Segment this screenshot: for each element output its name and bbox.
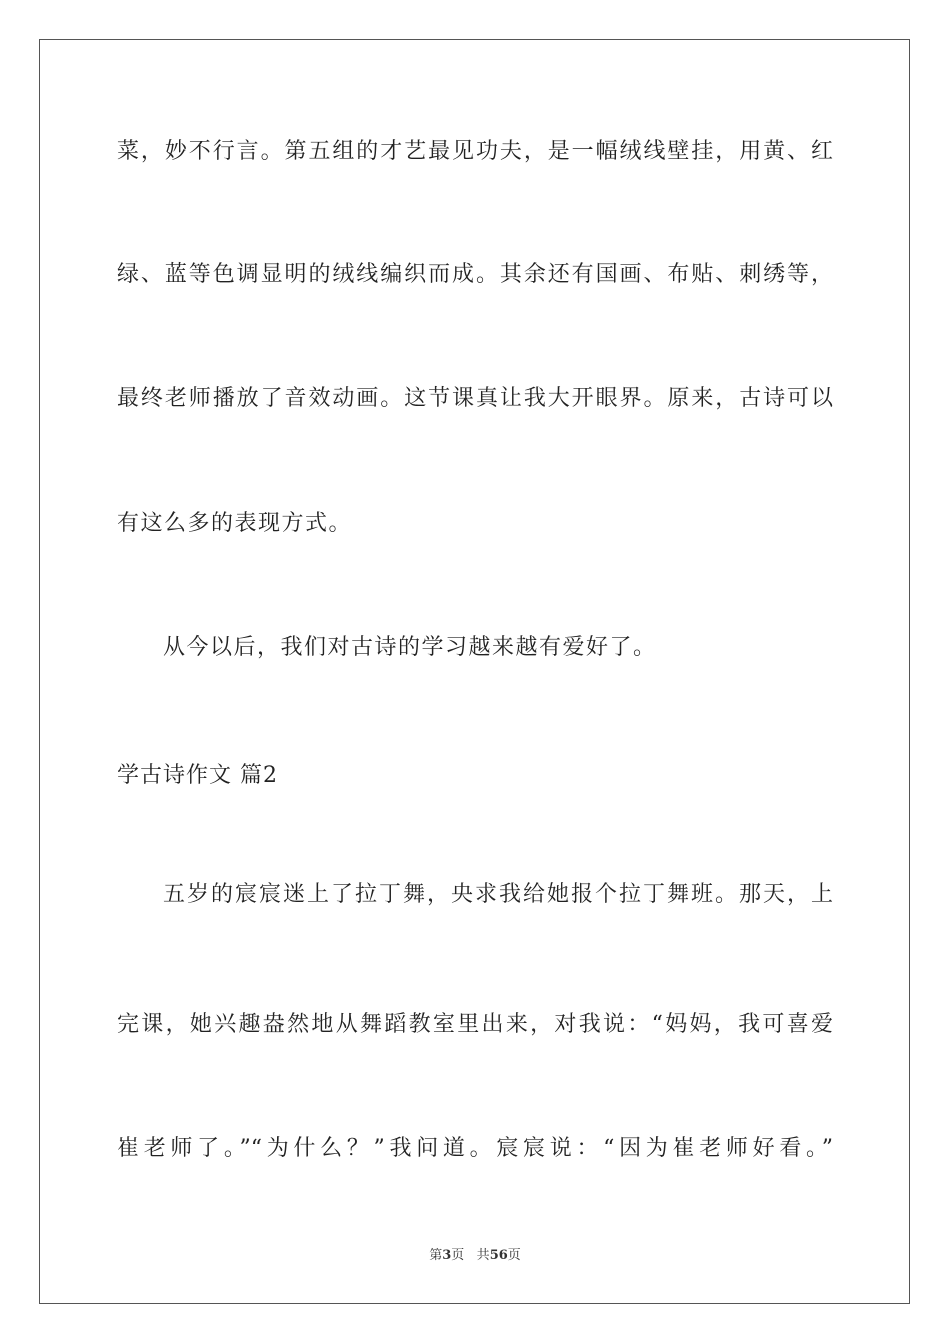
footer-total-suffix: 页 (507, 1248, 521, 1263)
footer-page-number: 3 (442, 1248, 452, 1263)
paragraph-line-5: 从今以后，我们对古诗的学习越来越有爱好了。 (163, 635, 657, 660)
paragraph-line-6: 五岁的宸宸迷上了拉丁舞，央求我给她报个拉丁舞班。那天，上 (163, 882, 833, 907)
paragraph-line-3: 最终老师播放了音效动画。这节课真让我大开眼界。原来，古诗可以 (117, 386, 833, 411)
paragraph-line-2: 绿、蓝等色调显明的绒线编织而成。其余还有国画、布贴、刺绣等， (117, 262, 833, 287)
paragraph-line-1: 菜，妙不行言。第五组的才艺最见功夫，是一幅绒线壁挂，用黄、红 (117, 139, 833, 164)
page-footer (0, 1247, 950, 1265)
paragraph-line-8: 崔老师了。”“为什么？”我问道。宸宸说：“因为崔老师好看。” (117, 1136, 833, 1161)
footer-prefix: 第 (429, 1248, 443, 1263)
footer-total-prefix: 共 (476, 1248, 490, 1263)
section-heading: 学古诗作文 篇2 (117, 763, 278, 788)
footer-page-suffix: 页 (451, 1248, 465, 1263)
footer-total-pages: 56 (489, 1248, 508, 1263)
paragraph-line-7: 完课，她兴趣盎然地从舞蹈教室里出来，对我说：“妈妈，我可喜爱 (117, 1012, 833, 1037)
page-frame (39, 39, 910, 1304)
paragraph-line-4: 有这么多的表现方式。 (117, 511, 353, 536)
